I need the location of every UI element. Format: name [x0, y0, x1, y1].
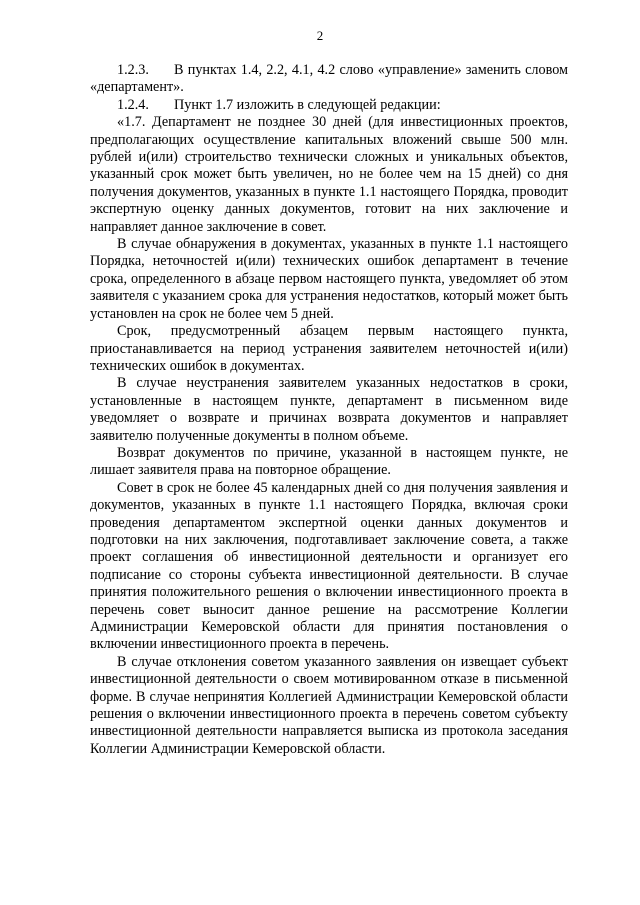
paragraph-term-suspension: Срок, предусмотренный абзацем первым настоящего пункта, приостанавливается на период устранения заявителем неточностей и(или) технических ошибок в документах.	[90, 323, 568, 374]
paragraph-text: Пункт 1.7 изложить в следующей редакции:	[174, 96, 441, 113]
paragraph-1-7: «1.7. Департамент не позднее 30 дней (для инвестиционных проектов, предполагающих осуществление капитальных вложений свыше 500 млн. рублей и(или) строительство технически сложных и уникальных объектов, указанный срок может быть увеличен, но не более чем на 15 дней) со дня получения документов, указанных в пункте 1.1 настоящего Порядка, проводит экспертную оценку данных документов, готовит на них заключение и направляет данное заключение в совет.	[90, 114, 568, 235]
paragraph-errors-notice: В случае обнаружения в документах, указанных в пункте 1.1 настоящего Порядка, неточностей и(или) технических ошибок департамент в течение срока, определенного в абзаце первом настоящего пункта, уведомляет об этом заявителя с указанием срока для устранения недостатков, который может быть установлен на срок не более чем 5 дней.	[90, 236, 568, 322]
paragraph-document-return: В случае неустранения заявителем указанных недостатков в сроки, установленные в настоящем пункте, департамент в письменном виде уведомляет о возврате и причинах возврата документов и направляет заявителю полученные документы в полном объеме.	[90, 375, 568, 444]
paragraph-text: В пунктах 1.4, 2.2, 4.1, 4.2 слово «управление» заменить словом «департамент».	[90, 62, 568, 96]
paragraph-1-2-3	[90, 62, 568, 97]
paragraph-council-rejection: В случае отклонения советом указанного заявления он извещает субъект инвестиционной деятельности о своем мотивированном отказе в письменной форме. В случае непринятия Коллегией Администрации Кемеровской области решения о включении инвестиционного проекта в перечень советом субъекту инвестиционной деятельности направляется выписка из протокола заседания Коллегии Администрации Кемеровской области.	[90, 653, 568, 757]
paragraph-reapplication: Возврат документов по причине, указанной в настоящем пункте, не лишает заявителя права на повторное обращение.	[90, 444, 568, 479]
paragraph-1-2-4	[90, 97, 568, 114]
page-number: 2	[316, 28, 324, 43]
item-number: 1.2.3.	[117, 62, 149, 78]
item-number: 1.2.4.	[117, 96, 149, 113]
document-body	[90, 62, 568, 758]
paragraph-council-term: Совет в срок не более 45 календарных дней со дня получения заявления и документов, указанных в пункте 1.1 настоящего Порядка, включая сроки проведения департаментом экспертной оценки данных документов и подготовки на них заключения, подготавливает заключение совета, а также проект соглашения об инвестиционной деятельности и организует его подписание со стороны субъекта инвестиционной деятельности. В случае принятия положительного решения о включении инвестиционного проекта в перечень совет выносит данное решение на рассмотрение Коллегии Администрации Кемеровской области для принятия постановления о включении инвестиционного проекта в перечень.	[90, 479, 568, 653]
